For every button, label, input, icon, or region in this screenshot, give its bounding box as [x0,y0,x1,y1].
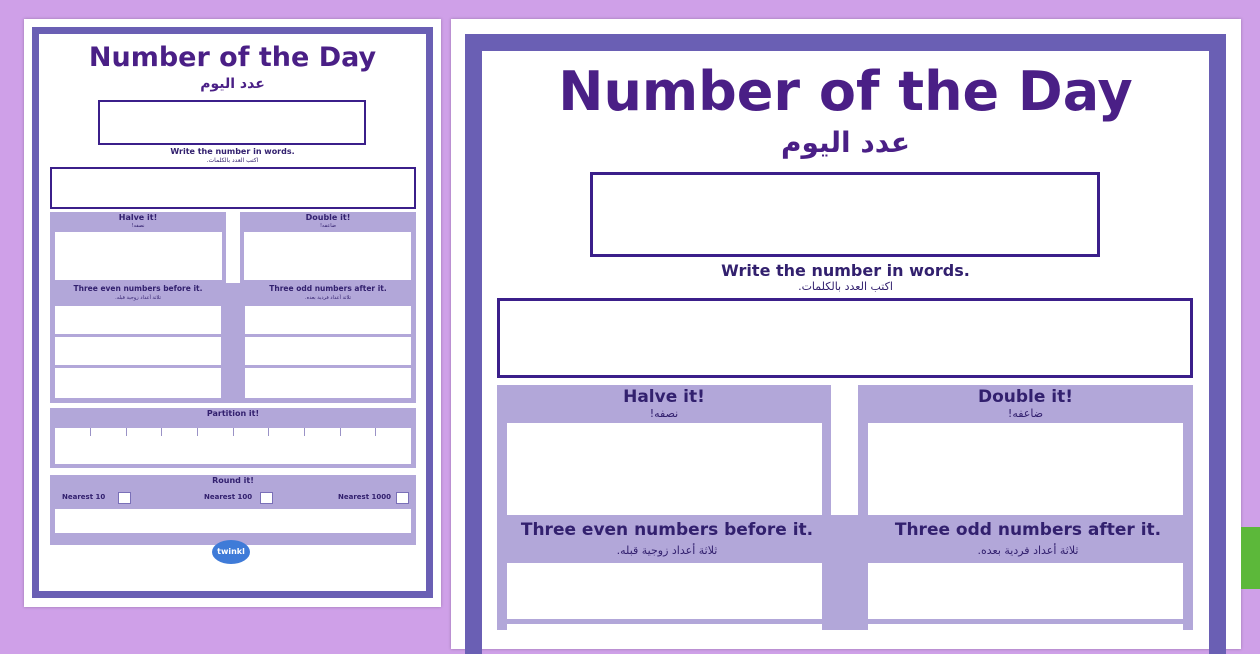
small-partition-label: Partition it! [206,409,260,418]
large-write-words-arabic: اكتب العدد بالكلمات. [798,280,893,293]
small-nearest-1000-label: Nearest 1000 [338,493,391,501]
large-halve-label: Halve it! [623,387,705,407]
large-even-box [507,624,822,630]
large-double-box [868,423,1183,515]
small-write-words-arabic: اكتب العدد بالكلمات. [206,157,259,164]
large-write-words-label: Write the number in words. [721,261,970,280]
large-odd-box [868,624,1183,630]
small-halve-arabic: نصفه! [131,223,145,229]
small-nearest-100-label: Nearest 100 [204,493,253,501]
small-halve-label: Halve it! [118,213,158,222]
small-odd-arabic: ثلاثة أعداد فردية بعده. [305,295,351,301]
small-nearest-100-box [260,492,273,504]
small-even-box [55,337,221,365]
small-title: Number of the Day [88,42,377,73]
small-write-words-label: Write the number in words. [170,147,295,156]
large-odd-label: Three odd numbers after it. [894,520,1162,540]
small-round-label: Round it! [212,476,254,485]
partition-tick [90,428,91,436]
small-odd-label: Three odd numbers after it. [269,284,387,293]
small-partition-box [55,428,411,464]
large-even-label: Three even numbers before it. [520,520,814,540]
small-odd-box [245,306,411,334]
small-round-box [55,509,411,533]
twinkl-logo [212,540,250,564]
small-double-label: Double it! [305,213,351,222]
large-halve-arabic: نصفه! [649,407,679,420]
large-double-arabic: ضاعفه! [1007,407,1044,420]
small-odd-box [245,337,411,365]
small-nearest-10-box [118,492,131,504]
small-even-arabic: ثلاثة أعداد زوجية قبله. [115,295,161,301]
small-double-box [244,232,411,280]
large-title: Number of the Day [558,60,1133,123]
small-number-box [98,100,366,145]
small-even-label: Three even numbers before it. [73,284,203,293]
small-nearest-10-label: Nearest 10 [62,493,106,501]
large-title-arabic: عدد اليوم [780,126,911,159]
large-odd-arabic: ثلاثة أعداد فردية بعده. [977,544,1079,557]
partition-tick [126,428,127,436]
large-double-label: Double it! [977,387,1074,407]
small-halve-box [55,232,222,280]
small-even-box [55,368,221,398]
large-words-box [497,298,1193,378]
partition-tick [375,428,376,436]
partition-tick [268,428,269,436]
small-words-box [50,167,416,209]
partition-tick [233,428,234,436]
small-title-arabic: عدد اليوم [200,76,265,92]
small-even-box [55,306,221,334]
partition-tick [304,428,305,436]
large-even-arabic: ثلاثة أعداد زوجية قبله. [616,544,718,557]
small-nearest-1000-box [396,492,409,504]
twinkl-logo-text: twinkl [217,547,245,556]
partition-tick [197,428,198,436]
partition-tick [161,428,162,436]
partition-tick [340,428,341,436]
small-odd-box [245,368,411,398]
large-odd-box [868,563,1183,619]
green-side-tab[interactable] [1241,527,1260,589]
large-halve-box [507,423,822,515]
large-number-box [590,172,1100,257]
small-double-arabic: ضاعفه! [320,223,336,229]
large-even-box [507,563,822,619]
